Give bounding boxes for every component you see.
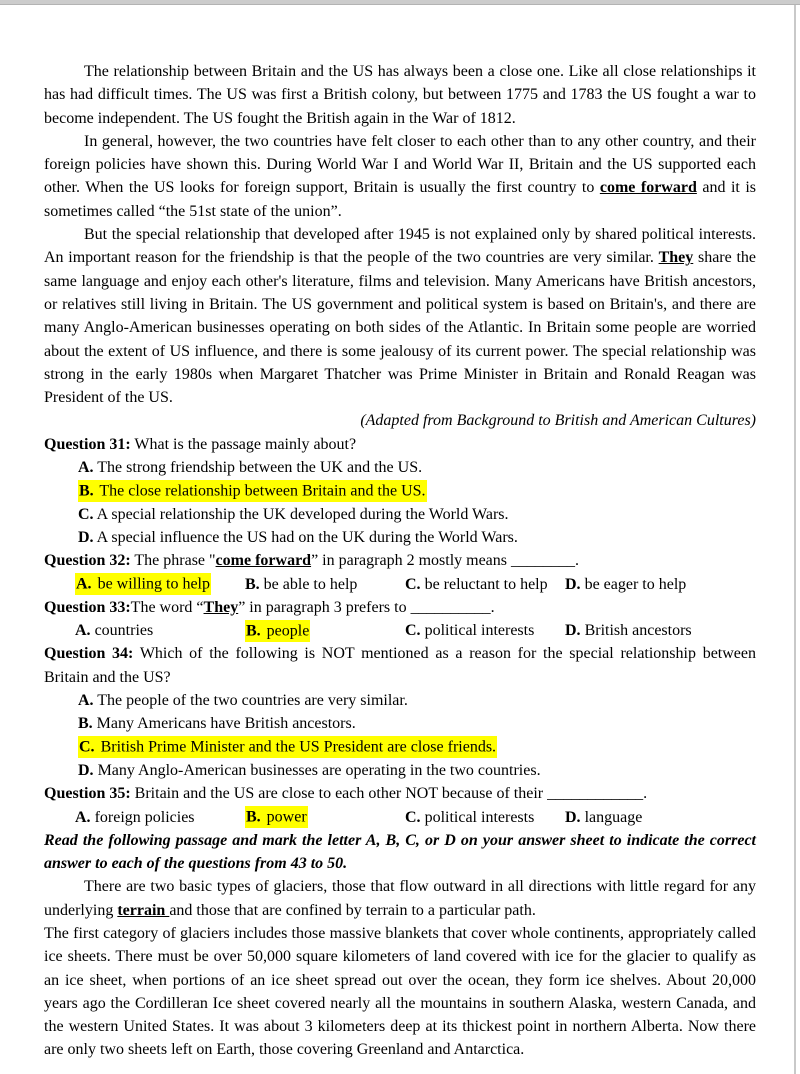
text-segment: A. <box>75 622 91 640</box>
answer-option <box>44 689 756 712</box>
text-segment: Question 31: <box>44 435 131 453</box>
answer-option <box>405 573 565 596</box>
source-attribution <box>44 409 756 432</box>
text-segment: The strong friendship between the UK and the US. <box>93 459 423 477</box>
text-segment: Many Anglo-American businesses are operating in the two countries. <box>93 761 541 779</box>
text-segment: Many Americans have British ancestors. <box>92 715 356 733</box>
answer-option <box>44 479 756 502</box>
text-segment: D. <box>78 528 94 546</box>
answer-option <box>565 619 756 642</box>
answer-option <box>44 759 756 782</box>
text-segment: C. <box>78 505 94 523</box>
answer-option <box>44 456 756 479</box>
window-top-edge <box>0 0 800 5</box>
question-text <box>44 642 756 689</box>
text-segment: British ancestors <box>580 622 692 640</box>
answer-option <box>44 712 756 735</box>
text-segment: C. <box>405 575 421 593</box>
answer-option <box>565 573 756 596</box>
text-segment: ” in paragraph 3 prefers to __________. <box>238 598 495 616</box>
answer-option <box>75 619 245 642</box>
text-segment: There are two basic types of glaciers, those that flow outward in all directions with little regard for any underlying <box>44 878 756 919</box>
text-segment: Question 35: <box>44 785 131 803</box>
answer-options-row <box>44 619 756 642</box>
answer-option <box>44 503 756 526</box>
text-segment: B. <box>78 715 93 733</box>
answer-option <box>245 619 405 642</box>
text-segment: come forward <box>599 179 697 197</box>
text-segment: Question 32: <box>44 552 131 570</box>
answer-option <box>405 619 565 642</box>
text-segment: They <box>203 598 239 616</box>
answer-option <box>405 806 565 829</box>
text-segment: B. <box>245 575 260 593</box>
text-segment: D. <box>565 575 581 593</box>
text-segment: What is the passage mainly about? <box>130 435 357 453</box>
highlighted-text: be willing to help <box>93 573 211 595</box>
highlighted-text: C. <box>78 736 96 758</box>
text-segment: be eager to help <box>580 575 687 593</box>
passage-paragraph <box>44 60 756 130</box>
text-segment: countries <box>90 622 154 640</box>
text-segment: Britain and the US are close to each other NOT because of their ____________. <box>130 785 648 803</box>
answer-option <box>565 806 756 829</box>
highlighted-text: B. <box>245 806 262 828</box>
text-segment: political interests <box>420 622 535 640</box>
text-segment: be reluctant to help <box>420 575 548 593</box>
answer-options-row <box>44 573 756 596</box>
text-segment: be able to help <box>259 575 358 593</box>
answer-option <box>44 526 756 549</box>
text-segment: D. <box>565 622 581 640</box>
highlighted-text: power <box>262 806 308 828</box>
text-segment: Question 34: <box>44 645 134 663</box>
answer-option <box>44 736 756 759</box>
answer-option <box>245 806 405 829</box>
passage-paragraph <box>44 922 756 1062</box>
text-segment: They <box>658 249 694 267</box>
section-instruction <box>44 829 756 876</box>
text-segment: The phrase " <box>130 552 216 570</box>
text-segment: and those that are confined by terrain to a particular path. <box>169 901 536 919</box>
highlighted-text: The close relationship between Britain and the US. <box>95 480 427 502</box>
text-segment: language <box>580 808 643 826</box>
text-segment: Read the following passage and mark the letter A, B, C, or D on your answer sheet to indicate the correct answer to each of the questions from 43 to 50. <box>44 831 756 873</box>
text-segment: But the special relationship that developed after 1945 is not explained only by shared political interests. An important reason for the friendship is that the people of the two countries are very similar. <box>44 226 756 267</box>
text-segment: come forward <box>215 552 312 570</box>
text-segment: A. <box>75 808 91 826</box>
text-segment: D. <box>565 808 581 826</box>
text-segment: Question 33: <box>44 598 131 616</box>
text-segment: The relationship between Britain and the US has always been a close one. Like all close relationships it has had difficult times. The US was first a British colony, but between 1775 and 1783 the US fought a war to become independent. The US fought the British again in the War of 1812. <box>44 63 756 127</box>
document-body <box>44 60 756 1062</box>
question-text <box>44 549 756 572</box>
text-segment: political interests <box>420 808 535 826</box>
passage-paragraph <box>44 130 756 223</box>
answer-option <box>75 573 245 596</box>
text-segment: A. <box>78 459 94 477</box>
text-segment: foreign policies <box>90 808 195 826</box>
text-segment: Which of the following is NOT mentioned as a reason for the special relationship between Britain and the US? <box>44 645 756 686</box>
answer-option <box>245 573 405 596</box>
passage-paragraph <box>44 875 756 922</box>
text-segment: A special influence the US had on the UK during the World Wars. <box>93 528 518 546</box>
highlighted-text: B. <box>245 620 262 642</box>
text-segment: terrain <box>117 901 170 919</box>
text-segment: A special relationship the UK developed during the World Wars. <box>93 505 509 523</box>
text-segment: share the same language and enjoy each other's literature, films and television. Many Americans have British ancestors, or relatives still living in Britain. The US government and political system is based on Britain's, and there are many Anglo-American businesses operating on both sides of the Atlantic. In Britain some people are worried about the extent of US influence, and there is some jealousy of its current power. The special relationship was strong in the early 1980s when Margaret Thatcher was Prime Minister in Britain and Ronald Reagan was President of the US. <box>44 249 756 407</box>
text-segment: C. <box>405 808 421 826</box>
text-segment: The first category of glaciers includes those massive blankets that cover whole continents, appropriately called ice sheets. There must be over 50,000 square kilometers of land covered with ice for the glacier to qualify as an ice sheet, when portions of an ice sheet spread out over the ocean, they form ice shelves. About 20,000 years ago the Cordilleran Ice sheet covered nearly all the mountains in southern Alaska, western Canada, and the western United States. It was about 3 kilometers deep at its thickest point in northern Alberta. Now there are only two sheets left on Earth, those covering Greenland and Antarctica. <box>44 924 756 1059</box>
question-text <box>44 596 756 619</box>
question-text <box>44 782 756 805</box>
question-text <box>44 433 756 456</box>
text-segment: The people of the two countries are very similar. <box>93 692 408 710</box>
highlighted-text: B. <box>78 480 95 502</box>
page-right-border <box>794 5 796 1074</box>
text-segment: D. <box>78 761 94 779</box>
text-segment: (Adapted from Background to British and American Cultures) <box>360 412 756 430</box>
text-segment: In general, however, the two countries have felt closer to each other than to any other country, and their foreign policies have shown this. During World War I and World War II, Britain and the US supported each other. When the US looks for foreign support, Britain is usually the first country to <box>44 132 756 197</box>
answer-options-row <box>44 806 756 829</box>
highlighted-text: A. <box>75 573 93 595</box>
answer-option <box>75 806 245 829</box>
text-segment: and it is sometimes called “the 51st state of the union”. <box>44 179 757 220</box>
text-segment: C. <box>405 622 421 640</box>
text-segment: A. <box>78 692 94 710</box>
highlighted-text: people <box>262 620 311 642</box>
highlighted-text: British Prime Minister and the US President are close friends. <box>96 736 497 758</box>
text-segment: ” in paragraph 2 mostly means ________. <box>311 552 580 570</box>
text-segment: The word “ <box>130 598 204 616</box>
passage-paragraph <box>44 223 756 409</box>
